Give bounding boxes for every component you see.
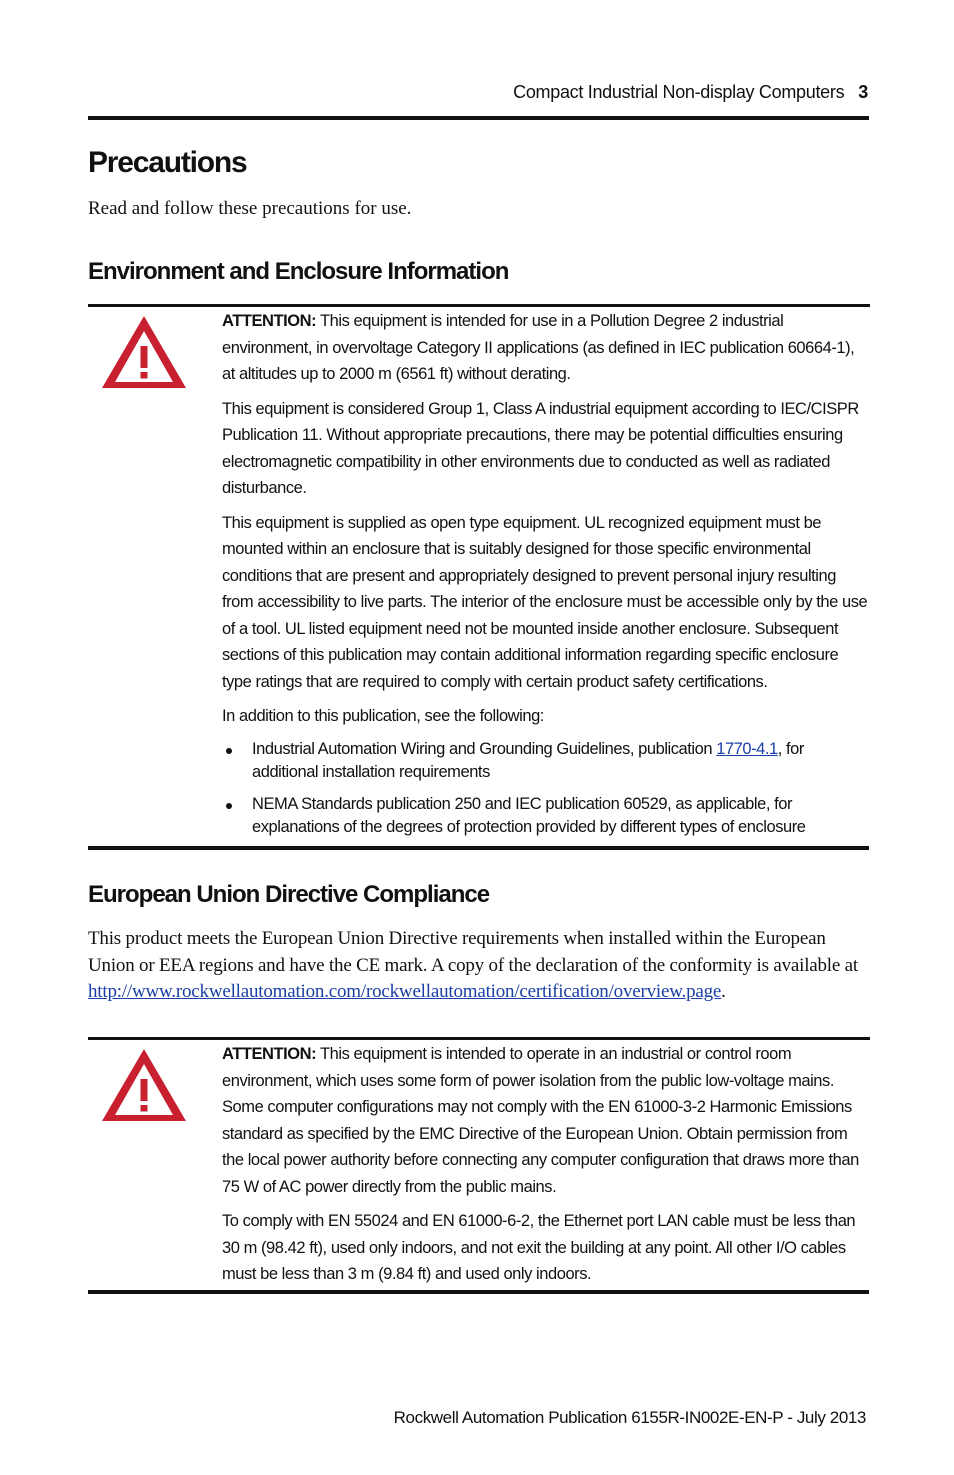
intro-text: Read and follow these precautions for use. bbox=[88, 198, 412, 219]
attention-label: ATTENTION: bbox=[222, 312, 317, 330]
attention-label: ATTENTION: bbox=[222, 1045, 317, 1063]
attention-bottom-rule bbox=[88, 1290, 869, 1294]
publication-footer: Rockwell Automation Publication 6155R-IN002E-EN-P - July 2013 bbox=[393, 1408, 866, 1427]
attention-paragraph: ATTENTION: This equipment is intended for use in a Pollution Degree 2 industrial environment, in overvoltage Category II applications (as defined in IEC publication 60664-1), at altitudes up to 2000 m (6561 ft) without derating. bbox=[222, 312, 855, 383]
header-rule bbox=[88, 116, 869, 120]
bullet-icon bbox=[226, 748, 232, 754]
attention-top-rule bbox=[88, 304, 870, 307]
cable-length-paragraph: To comply with EN 55024 and EN 61000-6-2, the Ethernet port LAN cable must be less than 30 m (98.42 ft), used only indoors, and not exit the building at any point. All other I/O cables must be less than 3 m (9.84 ft) and used only indoors. bbox=[222, 1212, 856, 1283]
reference-list bbox=[222, 738, 870, 840]
open-type-paragraph: This equipment is supplied as open type equipment. UL recognized equipment must be mounted within an enclosure that is suitably designed for those specific environmental conditions that are present and appropriately designed to prevent personal injury resulting from accessibility to live parts. The interior of the enclosure must be accessible only by the use of a tool. UL listed equipment need not be mounted inside another enclosure. Subsequent sections of this publication may contain additional information regarding specific enclosure type ratings that are required to comply with certain product safety certifications. bbox=[222, 513, 868, 691]
list-item: Industrial Automation Wiring and Grounding Guidelines, publication 1770-4.1, for additional installation requirements bbox=[222, 738, 870, 785]
attention-paragraph: ATTENTION: This equipment is intended to operate in an industrial or control room environment, which uses some form of power isolation from the public low-voltage mains. Some computer configurations may not comply with the EN 61000-3-2 Harmonic Emissions standard as specified by the EMC Directive of the European Union. Obtain permission from the local power authority before connecting any computer configuration that draws more than 75 W of AC power directly from the public mains. bbox=[222, 1045, 859, 1196]
attention-block-environment bbox=[222, 308, 870, 848]
running-header-title: Compact Industrial Non-display Computers bbox=[513, 82, 845, 102]
group-class-paragraph: This equipment is considered Group 1, Class A industrial equipment according to IEC/CISPR Publication 11. Without appropriate precautions, there may be potential difficulties ensuring electromagnetic compatibility in other environments due to conducted as well as radiated disturbance. bbox=[222, 399, 859, 497]
publication-link[interactable]: 1770-4.1 bbox=[716, 739, 778, 758]
page-number: 3 bbox=[858, 82, 868, 102]
section-heading-environment: Environment and Enclosure Information bbox=[88, 258, 509, 285]
certification-link[interactable]: http://www.rockwellautomation.com/rockwellautomation/certification/overview.page bbox=[88, 981, 722, 1002]
list-item: NEMA Standards publication 250 and IEC publication 60529, as applicable, for explanations of the degrees of protection provided by different types of enclosure bbox=[222, 793, 870, 840]
attention-bottom-rule bbox=[88, 846, 869, 850]
warning-icon bbox=[100, 1047, 188, 1123]
warning-icon bbox=[100, 314, 188, 390]
attention-block-eu bbox=[222, 1041, 870, 1296]
section-heading-eu-compliance: European Union Directive Compliance bbox=[88, 881, 490, 908]
see-following-paragraph: In addition to this publication, see the following: bbox=[222, 707, 544, 725]
page-title: Precautions bbox=[88, 146, 247, 179]
running-header bbox=[513, 82, 868, 103]
eu-compliance-text: This product meets the European Union Directive requirements when installed within the European Union or EEA regions and have the CE mark. A copy of the declaration of the conformity is available at http://www.rockwellautomation.com/rockwellautomation/certification/overview.page. bbox=[88, 928, 858, 1002]
attention-top-rule bbox=[88, 1037, 870, 1040]
bullet-icon bbox=[226, 803, 232, 809]
